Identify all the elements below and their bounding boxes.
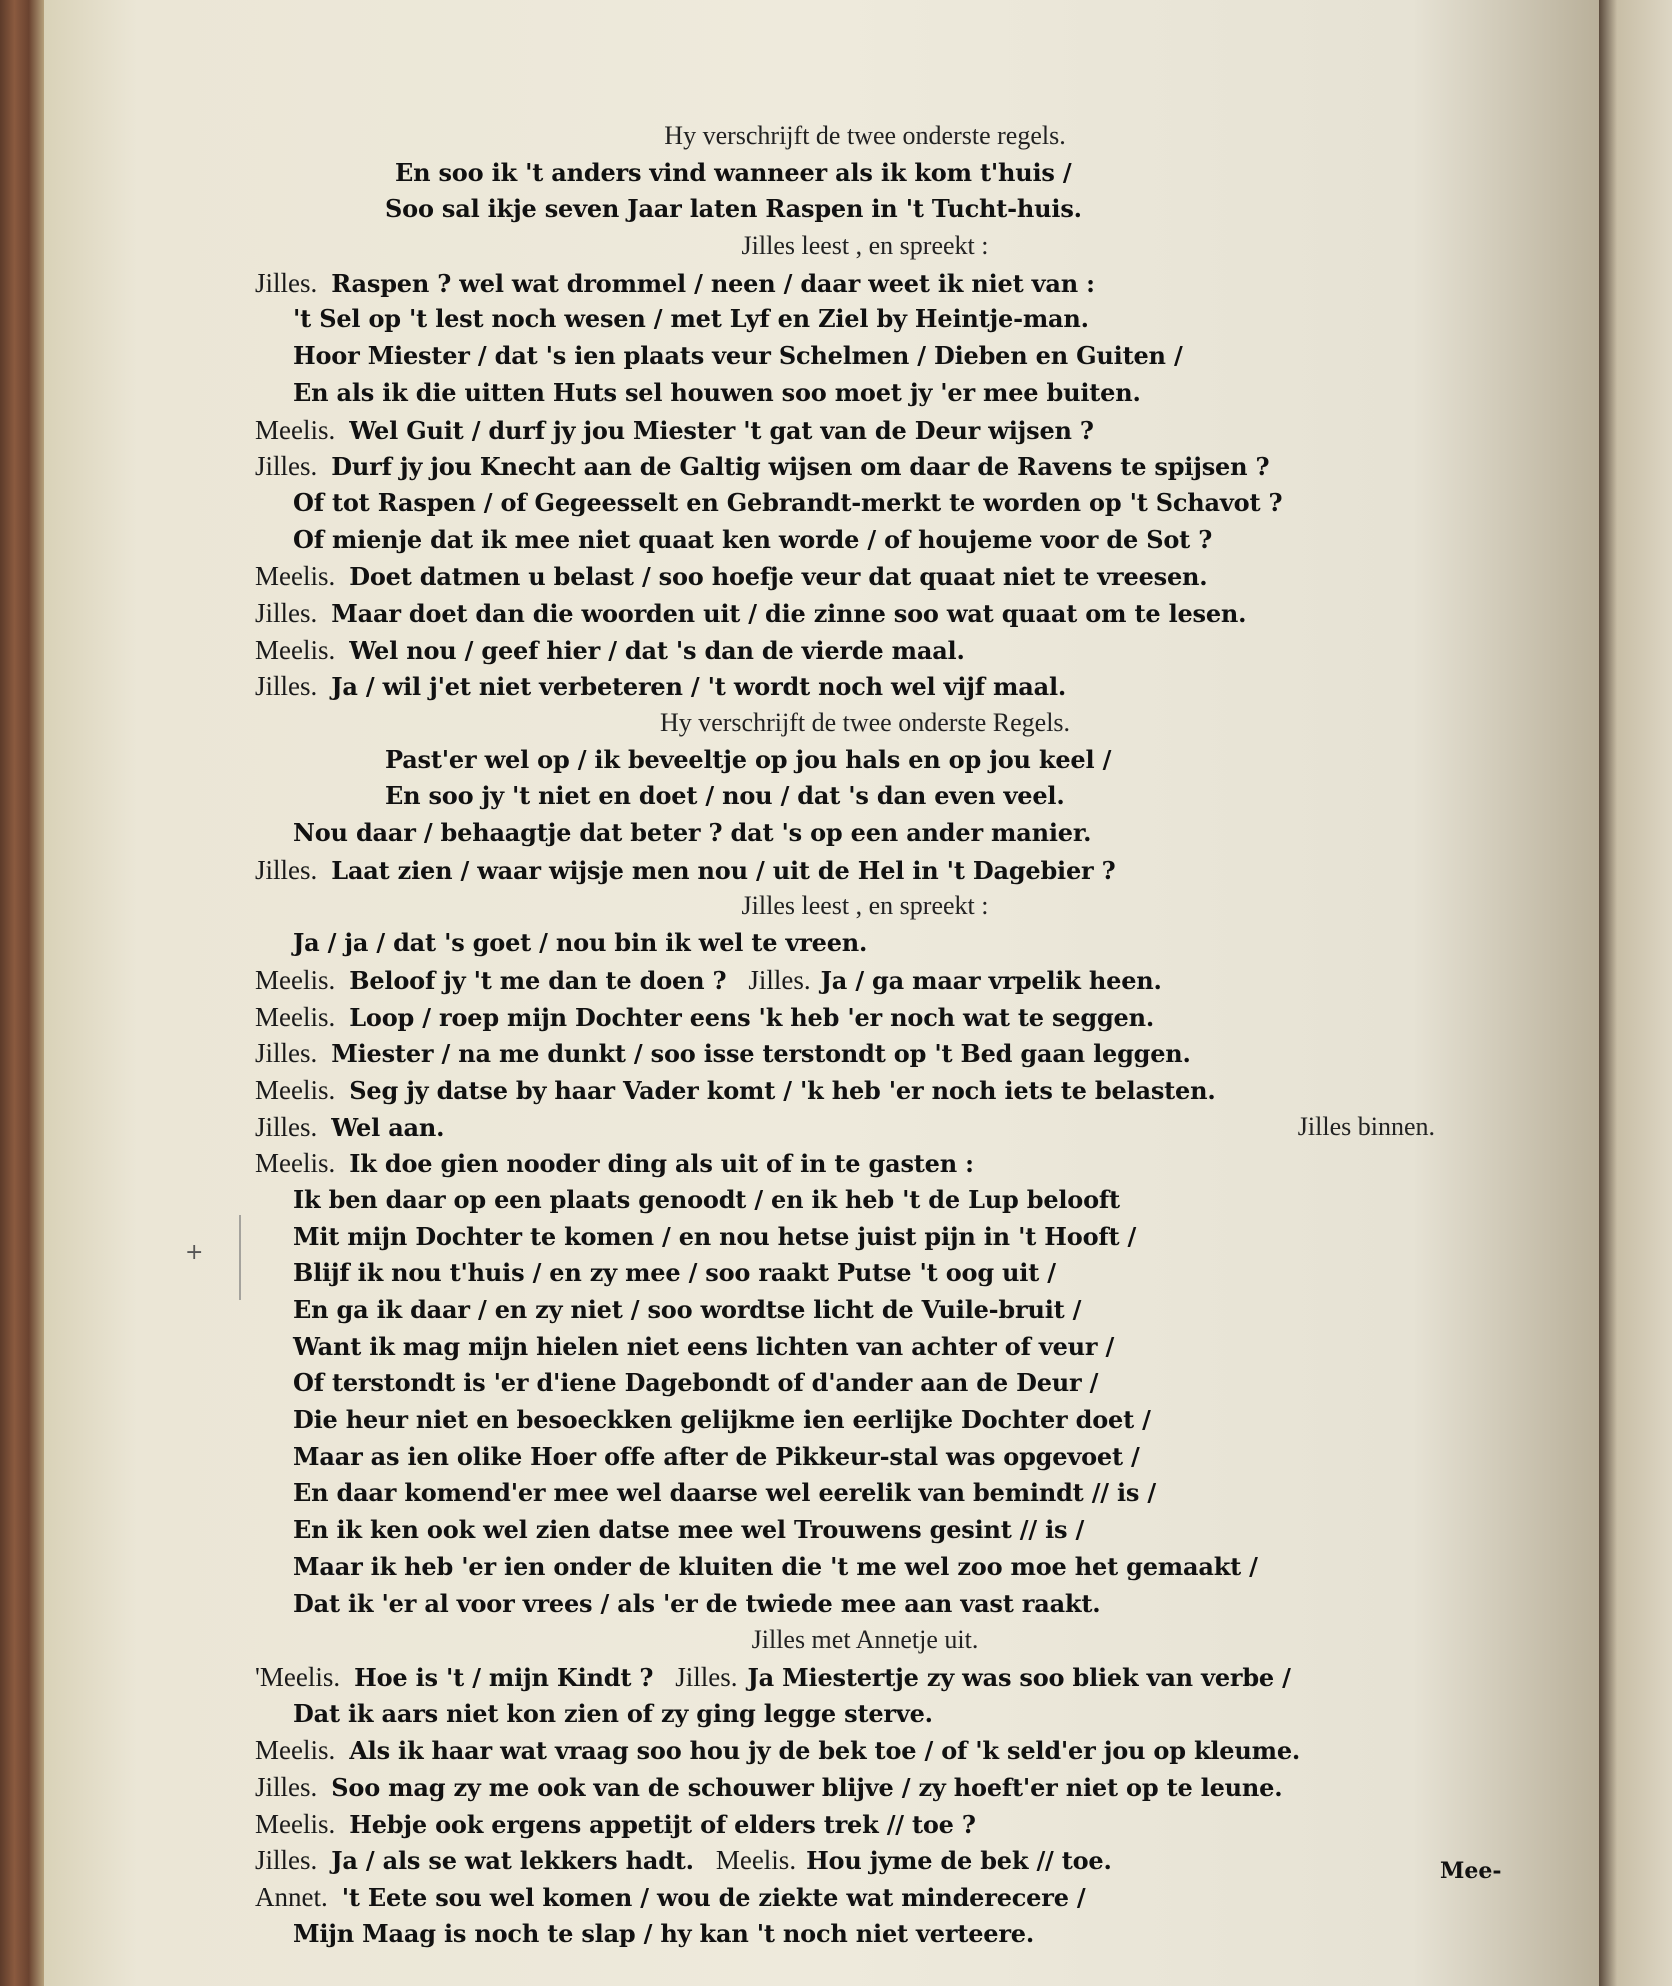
verse-line [255,1255,1475,1292]
verse-text: Dat ik 'er al voor vrees / als 'er de twiede mee aan vast raakt. [293,1588,1101,1618]
verse-line [255,1586,1475,1623]
verse-text: Ik doe gien nooder ding als uit of in te gasten : [349,1149,974,1179]
verse-text: Want ik mag mijn hielen niet eens lichten van achter of veur / [293,1331,1115,1361]
stage-direction-text: Jilles leest , en spreekt : [741,231,989,261]
stage-direction-text: Hy verschrijft de twee onderste Regels. [659,708,1071,737]
speaker-name: Jilles. [255,854,318,885]
speaker-name: Meelis. [255,1074,336,1105]
verse-text: Die heur niet en besoeckken gelijkme ien eerlijke Dochter doet / [293,1405,1151,1435]
pencil-margin-line [239,1215,241,1300]
verse-text: Soo mag zy me ook van de schouwer blijve / zy hoeft'er niet op te leune. [331,1772,1283,1802]
verse-line [255,1732,1475,1769]
verse-text: Wel aan. [331,1112,445,1142]
verse-line [255,1806,1475,1843]
verse-line [255,1879,1475,1916]
verse-line [255,1109,1475,1146]
verse-line [255,1475,1475,1512]
speaker-name: Jilles. [748,964,811,995]
speaker-name: Meelis. [255,414,336,445]
verse-line [255,338,1475,375]
verse-line [255,265,1475,302]
verse-line [255,301,1475,338]
verse-text: Miester / na me dunkt / soo isse terstondt op 't Bed gaan leggen. [331,1039,1191,1069]
verse-text: Beloof jy 't me dan te doen ? [349,965,727,995]
verse-line [255,1659,1475,1696]
speaker-name: Jilles. [675,1661,738,1692]
verse-line [255,852,1475,889]
verse-text: Ja / ga maar vrpelik heen. [820,965,1162,995]
verse-text: Past'er wel op / ik beveeltje op jou hals en op jou keel / [385,744,1112,774]
verse-line [255,1916,1475,1953]
adjacent-page-edge [1599,0,1672,1986]
verse-line [255,522,1475,559]
play-text [255,118,1475,1952]
verse-line [255,1402,1475,1439]
speaker-name: Meelis. [255,1808,336,1839]
verse-line [255,191,1475,228]
verse-text: Blijf ik nou t'huis / en zy mee / soo raakt Putse 't oog uit / [293,1258,1056,1288]
verse-text: En ik ken ook wel zien datse mee wel Trouwens gesint // is / [293,1515,1085,1545]
verse-line [255,412,1475,449]
verse-text: Ja / als se wat lekkers hadt. [331,1846,694,1876]
catchword: Mee- [1440,1858,1502,1884]
verse-line [255,448,1475,485]
verse-line [255,962,1475,999]
speaker-name: Annet. [255,1882,328,1912]
stage-direction [255,1622,1475,1659]
speaker-name: Meelis. [255,561,336,592]
speaker-name: Meelis. [255,964,336,995]
stage-direction [255,705,1475,742]
verse-text: En soo ik 't anders vind wanneer als ik kom t'huis / [395,157,1072,187]
verse-text: Als ik haar wat vraag soo hou jy de bek toe / of 'k seld'er jou op kleume. [349,1736,1301,1766]
verse-line [255,1145,1475,1182]
verse-line [255,155,1475,192]
verse-text: Wel Guit / durf jy jou Miester 't gat van de Deur wijsen ? [349,415,1094,445]
speaker-name: Meelis. [715,1845,797,1876]
verse-line [255,558,1475,595]
verse-text: Maar as ien olike Hoer offe after de Pikkeur-stal was opgevoet / [293,1441,1140,1471]
verse-line [255,1842,1475,1879]
verse-line [255,1769,1475,1806]
verse-line [255,1219,1475,1256]
speaker-name: Jilles. [255,671,318,702]
verse-text: Maar ik heb 'er ien onder de kluiten die 't me wel zoo moe het gemaakt / [293,1551,1258,1581]
stage-direction-text: Jilles leest , en spreekt : [741,891,989,921]
stage-direction [255,118,1475,155]
verse-line [255,1549,1475,1586]
verse-text: Nou daar / behaagtje dat beter ? dat 's op een ander manier. [293,818,1092,848]
verse-text: Of mienje dat ik mee niet quaat ken worde / of houjeme voor de Sot ? [293,524,1213,554]
verse-text: Hou jyme de bek // toe. [806,1846,1112,1876]
stage-direction-text: Jilles met Annetje uit. [751,1625,979,1655]
verse-line [255,778,1475,815]
verse-line [255,485,1475,522]
verse-text: Doet datmen u belast / soo hoefje veur dat quaat niet te vreesen. [349,562,1208,592]
book-binding [0,0,48,1986]
verse-line [255,1072,1475,1109]
verse-text: Loop / roep mijn Dochter eens 'k heb 'er noch wat te seggen. [349,1002,1155,1032]
speaker-name: Jilles. [255,1845,318,1876]
verse-text: Durf jy jou Knecht aan de Galtig wijsen om daar de Ravens te spijsen ? [331,452,1270,482]
stage-direction-text: Hy verschrijft de twee onderste regels. [664,121,1066,150]
verse-line [255,1292,1475,1329]
verse-line [255,1329,1475,1366]
verse-text: Wel nou / geef hier / dat 's dan de vierde maal. [349,635,965,665]
speaker-name: Meelis. [255,1148,336,1179]
verse-line [255,1182,1475,1219]
verse-line [255,1439,1475,1476]
verse-line [255,632,1475,669]
stage-direction [255,888,1475,925]
verse-line [255,815,1475,852]
verse-text: Hebje ook ergens appetijt of elders trek // toe ? [349,1809,976,1839]
verse-line [255,375,1475,412]
speaker-name: Jilles. [255,1038,318,1069]
verse-text: Dat ik aars niet kon zien of zy ging legge sterve. [293,1698,933,1728]
speaker-name: 'Meelis. [255,1661,341,1692]
verse-line [255,1365,1475,1402]
verse-text: Of terstondt is 'er d'iene Dagebondt of d'ander aan de Deur / [293,1368,1099,1398]
verse-line [255,1035,1475,1072]
verse-line [255,668,1475,705]
verse-text: En als ik die uitten Huts sel houwen soo moet jy 'er mee buiten. [293,377,1141,407]
speaker-name: Jilles. [255,1771,318,1802]
speaker-name: Jilles. [255,267,318,298]
verse-line [255,1512,1475,1549]
verse-text: Maar doet dan die woorden uit / die zinne soo wat quaat om te lesen. [331,598,1247,628]
speaker-name: Meelis. [255,1001,336,1032]
verse-text: Ja / ja / dat 's goet / nou bin ik wel te vreen. [293,928,868,958]
verse-text: En soo jy 't niet en doet / nou / dat 's dan even veel. [385,781,1065,811]
pencil-plus-mark: + [185,1240,204,1265]
verse-text: Laat zien / waar wijsje men nou / uit de Hel in 't Dagebier ? [331,855,1116,885]
verse-text: Soo sal ikje seven Jaar laten Raspen in 't Tucht-huis. [385,194,1082,224]
verse-line [255,925,1475,962]
verse-line [255,595,1475,632]
exit-direction: Jilles binnen. [1297,1111,1435,1141]
verse-text: En daar komend'er mee wel daarse wel eerelik van bemindt // is / [293,1478,1156,1508]
verse-text: Hoor Miester / dat 's ien plaats veur Schelmen / Dieben en Guiten / [293,341,1183,371]
verse-text: 't Eete sou wel komen / wou de ziekte wat minderecere / [341,1883,1086,1912]
verse-text: Ik ben daar op een plaats genoodt / en ik heb 't de Lup belooft [293,1184,1120,1214]
verse-text: Seg jy datse by haar Vader komt / 'k heb 'er noch iets te belasten. [349,1075,1216,1105]
verse-text: Of tot Raspen / of Gegeesselt en Gebrandt-merkt te worden op 't Schavot ? [293,487,1283,517]
stage-direction [255,228,1475,265]
verse-text: Mijn Maag is noch te slap / hy kan 't noch niet verteere. [293,1918,1035,1948]
speaker-name: Jilles. [255,597,318,628]
verse-line [255,742,1475,779]
verse-text: Mit mijn Dochter te komen / en nou hetse juist pijn in 't Hooft / [293,1221,1137,1251]
speaker-name: Meelis. [255,634,336,665]
verse-line [255,1696,1475,1733]
verse-line [255,999,1475,1036]
speaker-name: Meelis. [255,1735,336,1766]
verse-text: Hoe is 't / mijn Kindt ? [354,1662,654,1692]
verse-text: 't Sel op 't lest noch wesen / met Lyf en Ziel by Heintje-man. [293,304,1089,334]
verse-text: Raspen ? wel wat drommel / neen / daar weet ik niet van : [331,268,1095,298]
verse-text: Ja / wil j'et niet verbeteren / 't wordt noch wel vijf maal. [331,672,1067,702]
speaker-name: Jilles. [255,451,318,482]
speaker-name: Jilles. [255,1111,318,1142]
verse-text: En ga ik daar / en zy niet / soo wordtse licht de Vuile-bruit / [293,1295,1082,1324]
verse-text: Ja Miestertje zy was soo bliek van verbe / [747,1662,1291,1692]
